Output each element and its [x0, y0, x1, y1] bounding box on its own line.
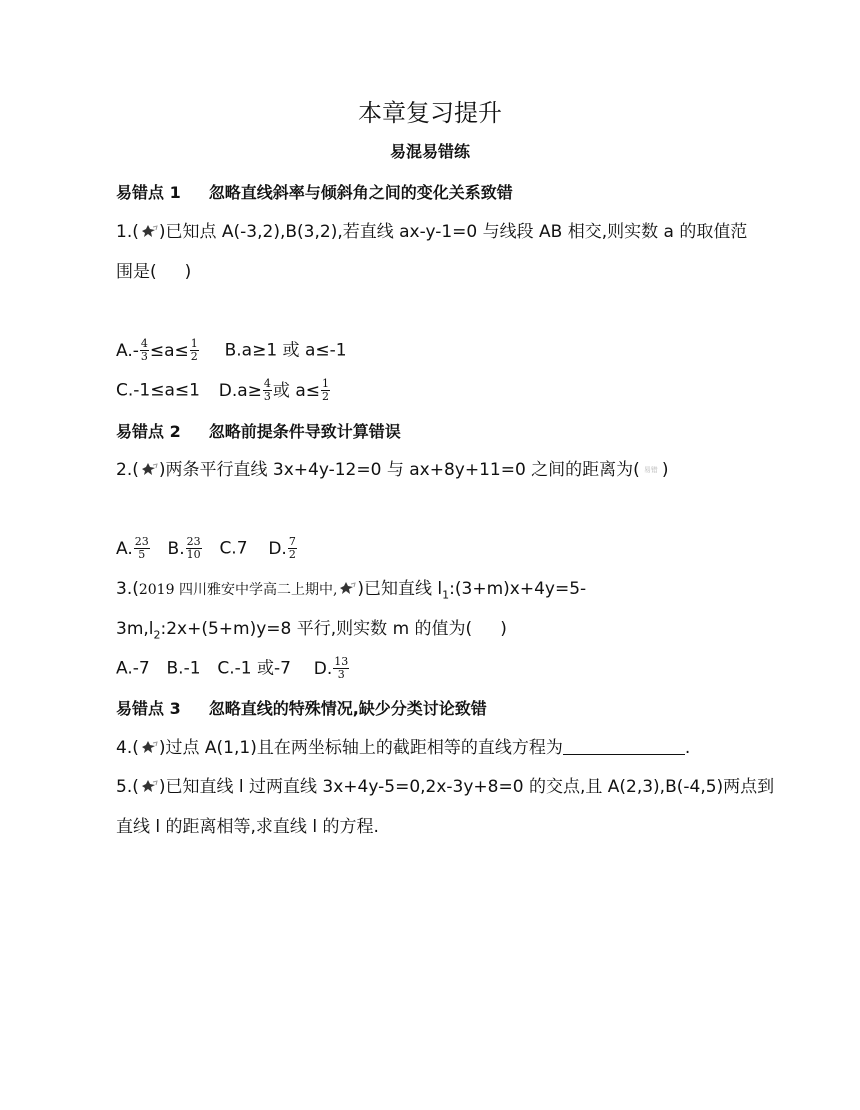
question-text: )	[500, 619, 507, 639]
question-2-stem	[116, 458, 668, 482]
question-1-stem-cont	[116, 260, 191, 284]
question-4-stem	[116, 736, 690, 760]
fraction: $\frac{1}{2}$	[190, 337, 198, 363]
answer-blank[interactable]	[563, 738, 685, 755]
question-text: )过点 A(1,1)且在两坐标轴上的截距相等的直线方程为	[158, 738, 563, 758]
question-number: 2.(	[116, 460, 139, 480]
question-1-options-row-2	[116, 378, 331, 403]
difficulty-star-icon	[337, 581, 357, 595]
question-2-options	[116, 536, 298, 561]
question-text: )已知直线 l 过两直线 3x+4y-5=0,2x-3y+8=0 的交点,且 A(2,3),B(-4,5)两点到	[158, 777, 775, 797]
question-text: )	[184, 262, 192, 282]
question-text: :2x+(5+m)y=8 平行,则实数 m 的值为(	[160, 619, 473, 639]
fraction: $\frac{23}{5}$	[134, 535, 149, 561]
section-label: 易错点 2	[116, 422, 181, 441]
section-heading-2	[116, 420, 401, 444]
difficulty-star-icon	[139, 462, 159, 476]
subscript: 1	[442, 588, 450, 602]
fraction: $\frac{7}{2}$	[288, 535, 296, 561]
question-text: :(3+m)x+4y=5-	[449, 579, 587, 599]
question-3-stem	[116, 577, 586, 607]
option-c: C.-1≤a≤1	[116, 380, 200, 401]
question-5-stem	[116, 775, 774, 799]
question-text: )	[661, 460, 669, 480]
option-d: D. $\frac{13}{3}$	[313, 655, 349, 681]
option-a: A.-7	[116, 658, 150, 679]
option-c: C.-1 或-7	[217, 658, 291, 679]
option-d: D.a≥ $\frac{4}{3}$ 或 a≤ $\frac{1}{2}$	[218, 377, 329, 403]
section-label: 易错点 3	[116, 699, 181, 718]
difficulty-star-icon	[139, 224, 159, 238]
question-3-options	[116, 656, 350, 681]
subscript: 2	[153, 628, 161, 642]
fraction: $\frac{4}{3}$	[263, 377, 271, 403]
fraction: $\frac{4}{3}$	[140, 337, 148, 363]
section-label: 易错点 1	[116, 183, 181, 202]
option-b: B.-1	[166, 658, 201, 679]
section-text: 忽略前提条件导致计算错误	[208, 422, 401, 441]
question-3-stem-cont	[116, 617, 507, 647]
page-subtitle: 易混易错练	[389, 142, 470, 161]
question-text: .	[684, 738, 691, 758]
question-number: 1.(	[116, 222, 139, 242]
option-c: C.7	[219, 538, 248, 559]
section-text: 忽略直线斜率与倾斜角之间的变化关系致错	[208, 183, 513, 202]
question-number: 4.(	[116, 738, 139, 758]
option-a: A. $\frac{23}{5}$	[116, 535, 149, 561]
question-number: 3.(	[116, 579, 139, 599]
fraction: $\frac{23}{10}$	[186, 535, 201, 561]
question-text: )已知直线 l	[357, 579, 443, 599]
option-d: D. $\frac{7}{2}$	[268, 535, 296, 561]
page-title: 本章复习提升	[358, 99, 502, 127]
option-b: B.a≥1 或 a≤-1	[224, 340, 347, 361]
difficulty-star-icon	[139, 779, 159, 793]
question-1-options-row-1	[116, 338, 347, 363]
fraction: $\frac{13}{3}$	[334, 655, 349, 681]
fraction: $\frac{1}{2}$	[322, 377, 329, 403]
section-heading-3	[116, 697, 487, 721]
difficulty-star-icon	[139, 740, 159, 754]
question-1-stem	[116, 220, 747, 244]
question-text: )两条平行直线 3x+4y-12=0 与 ax+8y+11=0 之间的距离为(	[158, 460, 640, 480]
error-prone-mark: 易错	[643, 466, 658, 474]
section-heading-1	[116, 181, 513, 205]
question-text: 3m,l	[116, 619, 154, 639]
option-a: A.- $\frac{4}{3}$ ≤a≤ $\frac{1}{2}$	[116, 337, 198, 363]
question-source: 2019 四川雅安中学高二上期中,	[138, 582, 338, 598]
question-number: 5.(	[116, 777, 139, 797]
question-text: )已知点 A(-3,2),B(3,2),若直线 ax-y-1=0 与线段 AB 相交,则实数 a 的取值范	[158, 222, 748, 242]
option-b: B. $\frac{23}{10}$	[167, 535, 201, 561]
section-text: 忽略直线的特殊情况,缺少分类讨论致错	[208, 699, 487, 718]
question-5-stem-cont: 直线 l 的距离相等,求直线 l 的方程.	[116, 817, 379, 837]
question-text: 围是(	[116, 262, 157, 282]
